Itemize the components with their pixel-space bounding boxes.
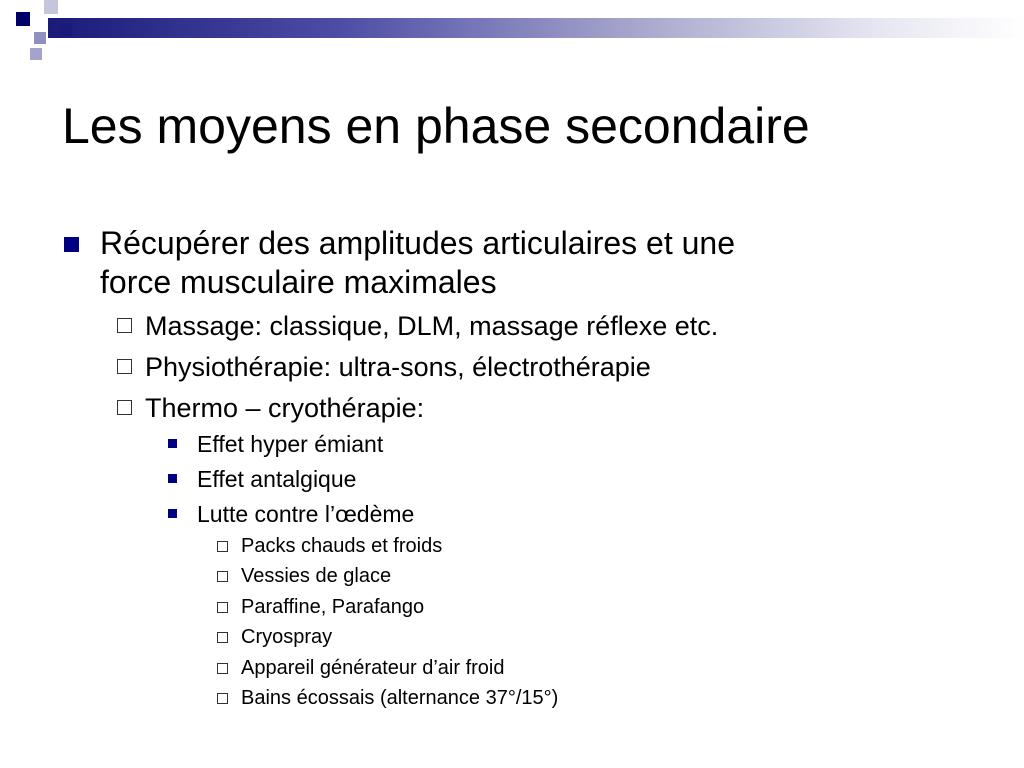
bullet-l4-item: Appareil générateur d’air froid — [241, 657, 505, 679]
hollow-square-bullet-icon — [217, 541, 228, 552]
bullet-l4-item: Packs chauds et froids — [241, 535, 443, 557]
bullet-l4-item: Bains écossais (alternance 37°/15°) — [241, 687, 559, 709]
bullet-l1-line1: Récupérer des amplitudes articulaires et une — [100, 225, 735, 261]
bullet-l4-item: Cryospray — [241, 626, 333, 648]
square-bullet-icon — [168, 509, 177, 518]
hollow-square-bullet-icon — [217, 693, 228, 704]
hollow-square-bullet-icon — [117, 318, 132, 333]
hollow-square-bullet-icon — [117, 359, 132, 374]
square-bullet-icon — [64, 237, 79, 252]
bullet-l4-item: Paraffine, Parafango — [241, 596, 425, 618]
hollow-square-bullet-icon — [217, 602, 228, 613]
decorative-square — [16, 12, 30, 26]
decorative-square — [60, 24, 72, 36]
bullet-l4-item: Vessies de glace — [241, 565, 392, 587]
decorative-square — [30, 48, 42, 60]
bullet-l2-item: Massage: classique, DLM, massage réflexe etc. — [145, 311, 719, 341]
hollow-square-bullet-icon — [217, 663, 228, 674]
bullet-l2-item: Thermo – cryothérapie: — [145, 393, 425, 423]
bullet-l2-item: Physiothérapie: ultra-sons, électrothérapie — [145, 352, 651, 382]
square-bullet-icon — [168, 439, 177, 448]
slide-title: Les moyens en phase secondaire — [62, 98, 810, 154]
header-gradient-bar — [48, 18, 1024, 38]
decorative-square — [44, 0, 58, 14]
bullet-l3-item: Lutte contre l’œdème — [197, 501, 415, 527]
bullet-l3-item: Effet hyper émiant — [197, 431, 384, 457]
hollow-square-bullet-icon — [217, 632, 228, 643]
hollow-square-bullet-icon — [217, 571, 228, 582]
bullet-l1-line2: force musculaire maximales — [100, 264, 497, 300]
hollow-square-bullet-icon — [117, 400, 132, 415]
bullet-l3-item: Effet antalgique — [197, 466, 357, 492]
decorative-square — [34, 32, 46, 44]
square-bullet-icon — [168, 474, 177, 483]
